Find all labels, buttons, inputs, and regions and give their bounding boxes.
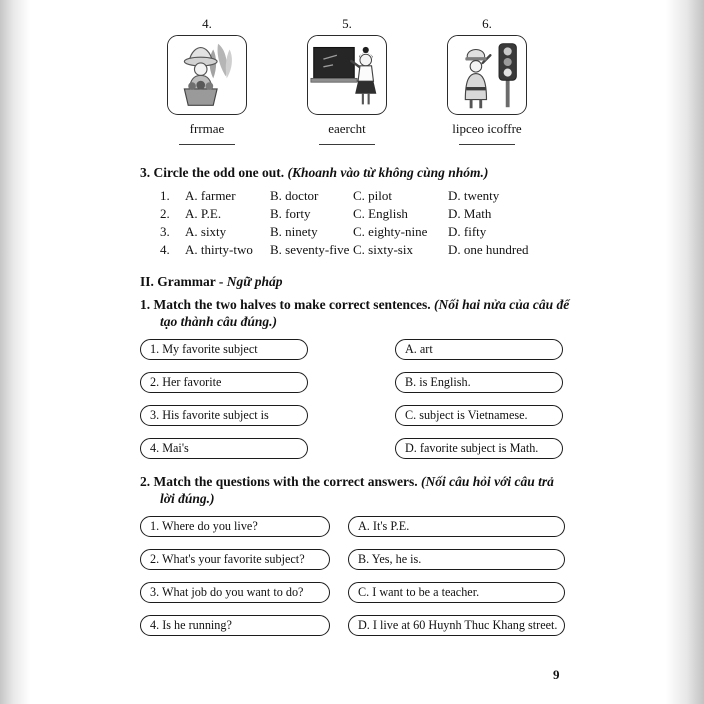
picture-vocabulary-row: [166, 16, 528, 145]
police-officer-icon: [448, 36, 526, 113]
exercise2-title-vi: (Nối câu hỏi với câu trả lời đúng.): [160, 474, 554, 506]
option-c: C. English: [353, 205, 408, 221]
option-a: A. sixty: [185, 223, 227, 239]
exercise2-title-en: 2. Match the questions with the correct answers.: [140, 474, 421, 489]
grammar-section-heading: [140, 274, 570, 291]
page-number: 9: [553, 667, 560, 682]
option-a: A. P.E.: [185, 205, 222, 221]
scrambled-word: eaercht: [328, 121, 366, 136]
scrambled-word: frrmae: [189, 121, 225, 136]
ex1-left-box-1: 1. My favorite subject: [140, 339, 308, 360]
picture-card: [167, 35, 247, 115]
ex2-left-box-1: 1. Where do you live?: [140, 516, 330, 537]
answer-line: [459, 144, 515, 145]
item-number: 2.: [160, 205, 170, 221]
picture-item-5: [306, 16, 388, 145]
ex2-left-box-2: 2. What's your favorite subject?: [140, 549, 330, 570]
grammar-title: II. Grammar -: [140, 273, 227, 289]
scrambled-word: lipceo icoffre: [452, 121, 522, 136]
option-a: A. thirty-two: [185, 241, 253, 257]
option-a: A. farmer: [185, 187, 236, 203]
option-c: C. eighty-nine: [353, 223, 428, 239]
answer-line: [179, 144, 235, 145]
ex2-right-box-d: D. I live at 60 Huynh Thuc Khang street.: [348, 615, 565, 636]
answer-line: [319, 144, 375, 145]
option-b: B. seventy-five: [270, 241, 350, 257]
picture-item-4: [166, 16, 248, 145]
picture-card: [307, 35, 387, 115]
item-number: 4.: [160, 241, 170, 257]
ex2-left-box-3: 3. What job do you want to do?: [140, 582, 330, 603]
picture-card: [447, 35, 527, 115]
ex1-right-box-a: A. art: [395, 339, 563, 360]
item-number: 3.: [160, 223, 170, 239]
grammar-title-vi: Ngữ pháp: [226, 273, 283, 289]
section3-title: 3. Circle the odd one out.: [140, 165, 288, 180]
exercise1-title: [140, 297, 570, 330]
option-d: D. Math: [448, 205, 492, 221]
picture-number: 6.: [482, 16, 492, 31]
ex2-right-box-a: A. It's P.E.: [348, 516, 565, 537]
ex2-left-box-4: 4. Is he running?: [140, 615, 330, 636]
worksheet-page: [140, 0, 570, 636]
ex1-left-box-3: 3. His favorite subject is: [140, 405, 308, 426]
ex1-left-box-4: 4. Mai's: [140, 438, 308, 459]
picture-number: 5.: [342, 16, 352, 31]
exercise2-match-grid: [140, 516, 570, 636]
ex2-right-box-b: B. Yes, he is.: [348, 549, 565, 570]
ex1-right-box-c: C. subject is Vietnamese.: [395, 405, 563, 426]
option-c: C. pilot: [353, 187, 393, 203]
option-d: D. twenty: [448, 187, 500, 203]
option-d: D. fifty: [448, 223, 487, 239]
photo-edge-right: [666, 0, 704, 704]
farmer-icon: [168, 36, 246, 113]
section3-heading: [140, 165, 570, 182]
ex2-right-box-c: C. I want to be a teacher.: [348, 582, 565, 603]
option-c: C. sixty-six: [353, 241, 413, 257]
exercise1-title-vi: (Nối hai nửa của câu để tạo thành câu đúng.): [160, 297, 570, 329]
exercise1-match-grid: [140, 339, 570, 459]
photo-edge-left: [0, 0, 30, 704]
ex1-right-box-d: D. favorite subject is Math.: [395, 438, 563, 459]
exercise1-title-en: 1. Match the two halves to make correct sentences.: [140, 297, 435, 312]
picture-item-6: [446, 16, 528, 145]
option-b: B. doctor: [270, 187, 319, 203]
section3-title-vi: (Khoanh vào từ không cùng nhóm.): [287, 165, 489, 180]
exercise2-title: [140, 474, 570, 507]
ex1-right-box-b: B. is English.: [395, 372, 563, 393]
teacher-icon: [308, 36, 386, 113]
ex1-left-box-2: 2. Her favorite: [140, 372, 308, 393]
option-b: B. forty: [270, 205, 311, 221]
option-d: D. one hundred: [448, 241, 529, 257]
option-b: B. ninety: [270, 223, 318, 239]
item-number: 1.: [160, 187, 170, 203]
odd-one-out-table: [140, 187, 570, 259]
picture-number: 4.: [202, 16, 212, 31]
